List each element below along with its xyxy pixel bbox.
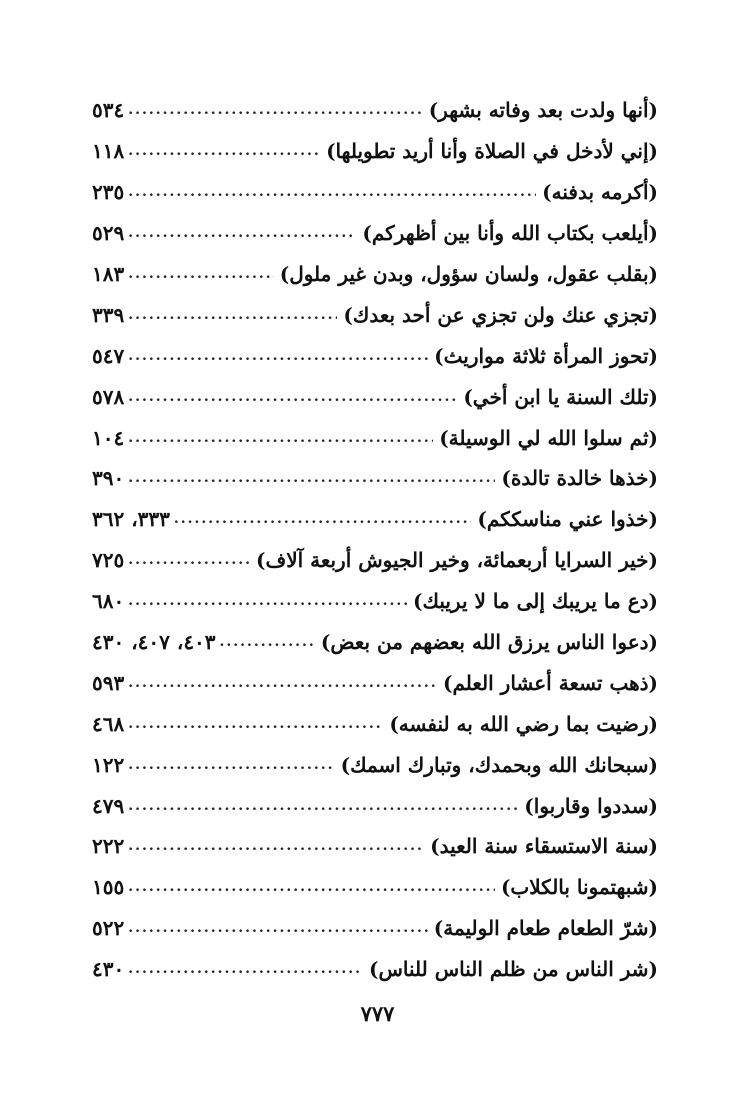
entry-page-refs: ٥٤٧	[92, 343, 125, 368]
entry-page-refs: ٧٢٥	[92, 548, 125, 573]
entry-page-refs: ٢٣٥	[92, 180, 125, 205]
index-entry	[92, 867, 658, 908]
index-entry	[92, 949, 658, 990]
dot-leader	[128, 589, 407, 613]
entry-hadith-text: (تحوز المرأة ثلاثة مواريث)	[434, 343, 658, 368]
entry-page-refs: ٤٣٠	[92, 957, 125, 982]
entry-hadith-text: (أكرمه بدفنه)	[542, 180, 658, 205]
dot-leader	[128, 712, 383, 736]
entry-hadith-text: (شر الناس من ظلم الناس للناس)	[369, 957, 658, 982]
entry-page-refs: ١١٨	[92, 139, 125, 164]
index-entry	[92, 744, 658, 785]
entry-hadith-text: (خير السرايا أربعمائة، وخير الجيوش أربعة آلاف)	[256, 548, 658, 573]
dot-leader	[128, 834, 424, 858]
entry-hadith-text: (سنة الاستسقاء سنة العيد)	[430, 834, 658, 859]
dot-leader	[128, 303, 337, 327]
index-entry	[92, 785, 658, 826]
entry-page-refs: ٤٠٣، ٤٠٧، ٤٣٠	[92, 630, 216, 655]
index-entry	[92, 90, 658, 131]
entry-hadith-text: (دعوا الناس يرزق الله بعضهم من بعض)	[320, 630, 658, 655]
dot-leader	[128, 221, 356, 245]
page-number: ٧٧٧	[360, 1001, 395, 1026]
index-entry	[92, 826, 658, 867]
index-entry	[92, 172, 658, 213]
dot-leader	[128, 98, 422, 122]
entry-page-refs: ٣٣٣، ٣٦٢	[92, 507, 170, 532]
dot-leader	[128, 548, 250, 572]
entry-page-refs: ٥٢٢	[92, 916, 125, 941]
entry-page-refs: ٦٨٠	[92, 589, 125, 614]
dot-leader	[174, 507, 472, 531]
entry-page-refs: ١٥٥	[92, 875, 125, 900]
entry-hadith-text: (رضيت بما رضي الله به لنفسه)	[389, 711, 658, 736]
index-entry	[92, 581, 658, 622]
entry-hadith-text: (تجزي عنك ولن تجزي عن أحد بعدك)	[343, 302, 658, 327]
entry-hadith-text: (شرّ الطعام طعام الوليمة)	[433, 916, 658, 941]
entry-page-refs: ٥٧٨	[92, 384, 125, 409]
entry-page-refs: ٥٢٩	[92, 221, 125, 246]
dot-leader	[128, 385, 457, 409]
dot-leader	[128, 262, 274, 286]
dot-leader	[128, 671, 437, 695]
index-entry	[92, 335, 658, 376]
index-entry	[92, 703, 658, 744]
entry-hadith-text: (شبهتمونا بالكلاب)	[500, 875, 658, 900]
dot-leader	[128, 875, 495, 899]
index-entry	[92, 213, 658, 254]
dot-leader	[128, 180, 536, 204]
entry-page-refs: ١٨٣	[92, 262, 125, 286]
entry-hadith-text: (بقلب عقول، ولسان سؤول، وبدن غير ملول)	[279, 262, 658, 286]
index-entry	[92, 417, 658, 458]
hadith-index-list	[92, 90, 658, 990]
dot-leader	[220, 630, 315, 654]
index-entry	[92, 294, 658, 335]
entry-hadith-text: (سبحانك الله وبحمدك، وتبارك اسمك)	[340, 752, 658, 777]
index-entry	[92, 131, 658, 172]
entry-hadith-text: (دع ما يريبك إلى ما لا يريبك)	[413, 589, 658, 614]
entry-page-refs: ٣٣٩	[92, 302, 125, 327]
entry-page-refs: ١٢٢	[92, 752, 125, 777]
dot-leader	[128, 139, 320, 163]
dot-leader	[128, 916, 428, 940]
entry-hadith-text: (أيلعب بكتاب الله وأنا بين أظهركم)	[362, 221, 658, 246]
entry-page-refs: ٤٦٨	[92, 711, 125, 736]
dot-leader	[128, 794, 518, 818]
entry-hadith-text: (إني لأدخل في الصلاة وأنا أريد تطويلها)	[326, 139, 658, 164]
dot-leader	[128, 753, 334, 777]
entry-page-refs: ٤٧٩	[92, 793, 125, 818]
entry-page-refs: ١٠٤	[92, 425, 125, 450]
index-entry	[92, 376, 658, 417]
entry-hadith-text: (تلك السنة يا ابن أخي)	[463, 384, 658, 409]
index-entry	[92, 458, 658, 499]
entry-page-refs: ٥٩٣	[92, 670, 125, 695]
dot-leader	[128, 957, 363, 981]
index-entry	[92, 908, 658, 949]
entry-hadith-text: (أنها ولدت بعد وفاته بشهر)	[428, 98, 658, 123]
entry-hadith-text: (ثم سلوا الله لي الوسيلة)	[439, 425, 658, 450]
entry-page-refs: ٢٢٢	[92, 834, 125, 859]
index-entry	[92, 540, 658, 581]
entry-hadith-text: (سددوا وقاربوا)	[524, 793, 658, 818]
index-entry	[92, 622, 658, 663]
entry-hadith-text: (ذهب تسعة أعشار العلم)	[443, 670, 658, 695]
entry-page-refs: ٣٩٠	[92, 466, 125, 491]
index-entry	[92, 254, 658, 295]
dot-leader	[128, 426, 433, 450]
dot-leader	[128, 344, 428, 368]
entry-hadith-text: (خذها خالدة تالدة)	[501, 466, 658, 491]
index-entry	[92, 499, 658, 540]
entry-hadith-text: (خذوا عني مناسككم)	[477, 507, 658, 532]
index-entry	[92, 662, 658, 703]
dot-leader	[128, 466, 495, 490]
entry-page-refs: ٥٣٤	[92, 98, 125, 123]
